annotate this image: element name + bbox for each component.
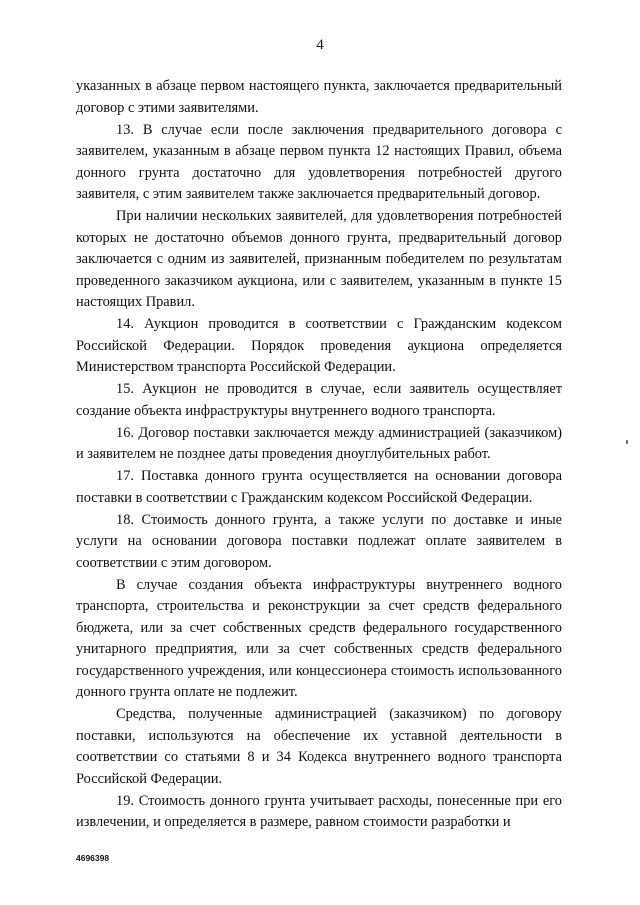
paragraph-18-funds: Средства, полученные администрацией (заказчиком) по договору поставки, используются на обеспечение их уставной деятельности в соответствии со статьями 8 и 34 Кодекса внутреннего водного транспорта Российской Федерации. — [76, 706, 562, 787]
paragraph-18-infrastructure: В случае создания объекта инфраструктуры внутреннего водного транспорта, строительства и реконструкции за счет средств федерального бюджета, или за счет собственных средств федерального государственного унитарного предприятия, или за счет собственных средств федерального государственного учреждения, или концессионера стоимость использованного донного грунта оплате не подлежит. — [76, 576, 562, 700]
document-body — [76, 76, 562, 834]
paragraph-16: 16. Договор поставки заключается между администрацией (заказчиком) и заявителем не позднее даты проведения дноуглубительных работ. — [76, 424, 562, 462]
document-id: 4696398 — [76, 853, 110, 863]
paragraph-15: 15. Аукцион не проводится в случае, если заявитель осуществляет создание объекта инфраструктуры внутреннего водного транспорта. — [76, 381, 562, 419]
paragraph-13-auction: При наличии нескольких заявителей, для удовлетворения потребностей которых не достаточно объемов донного грунта, предварительный договор заключается с одним из заявителей, признанным победителем по результатам проведенного заказчиком аукциона, или с заявителем, указанным в пункте 15 настоящих Правил. — [76, 208, 562, 310]
paragraph-17: 17. Поставка донного грунта осуществляется на основании договора поставки в соответствии с Гражданским кодексом Российской Федерации. — [76, 468, 562, 506]
paragraph-13: 13. В случае если после заключения предварительного договора с заявителем, указанным в абзаце первом пункта 12 настоящих Правил, объема донного грунта достаточно для удовлетворения потребностей другого заявителя, с этим заявителем также заключается предварительный договор. — [76, 121, 562, 202]
paragraph-14: 14. Аукцион проводится в соответствии с Гражданским кодексом Российской Федерации. Порядок проведения аукциона определяется Министерством транспорта Российской Федерации. — [76, 316, 562, 375]
paragraph-18: 18. Стоимость донного грунта, а также услуги по доставке и иные услуги на основании договора поставки подлежат оплате заявителем в соответствии с этим договором. — [76, 511, 562, 571]
page-number: 4 — [316, 37, 324, 53]
paragraph-19: 19. Стоимость донного грунта учитывает расходы, понесенные при его извлечении, и определяется в размере, равном стоимости разработки и — [76, 792, 562, 830]
scan-speck — [626, 440, 628, 444]
paragraph-12-continuation: указанных в абзаце первом настоящего пункта, заключается предварительный договор с этими заявителями. — [76, 78, 562, 116]
